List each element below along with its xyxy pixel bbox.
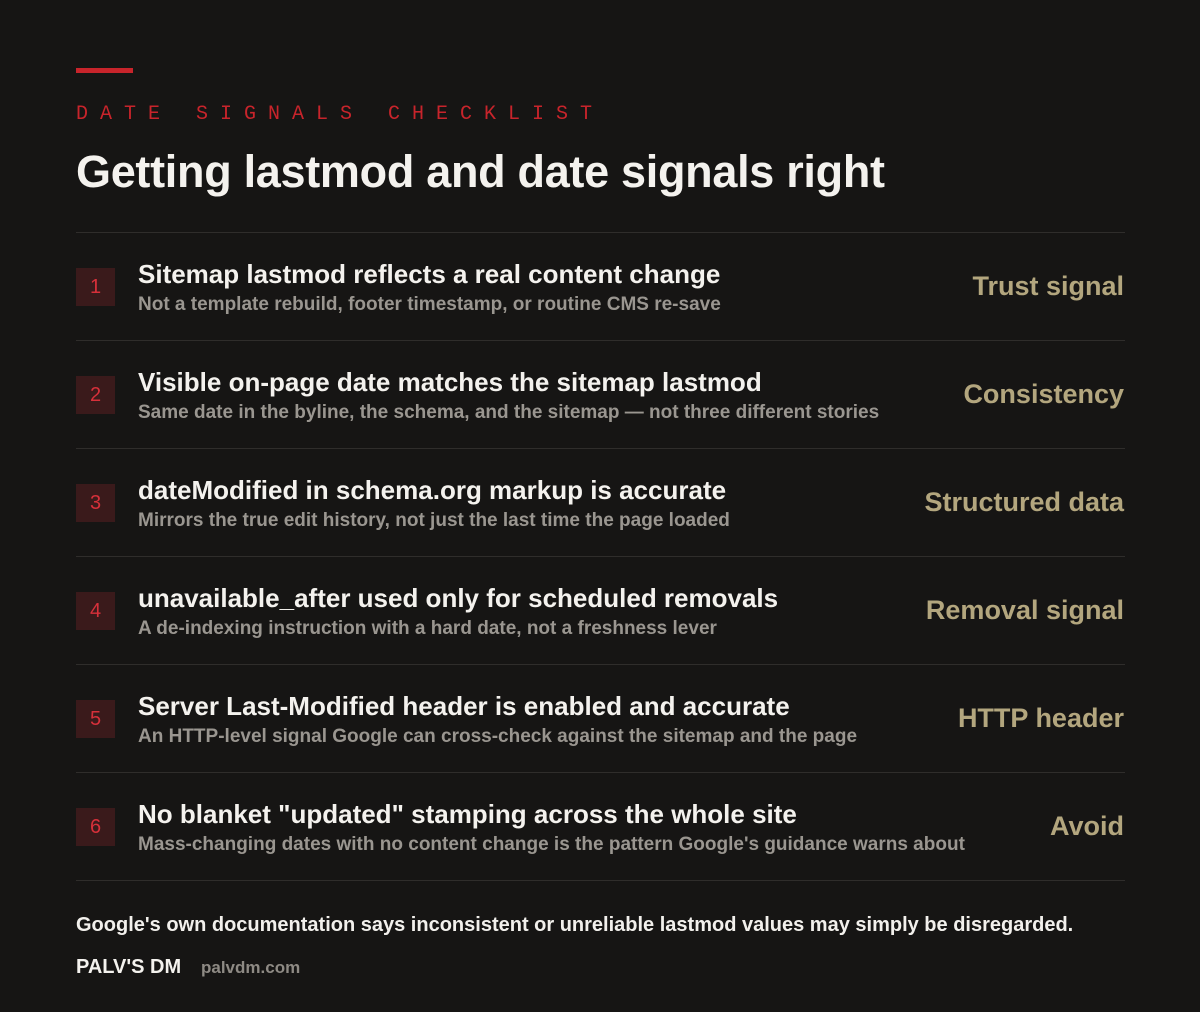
item-title: unavailable_after used only for scheduled removals (138, 583, 779, 613)
accent-bar (76, 68, 133, 73)
item-number-badge: 6 (76, 808, 115, 846)
item-description: Not a template rebuild, footer timestamp, or routine CMS re-save (138, 294, 721, 315)
item-description: A de-indexing instruction with a hard date, not a freshness lever (138, 618, 717, 639)
footnote: Google's own documentation says inconsistent or unreliable lastmod values may simply be disregarded. (76, 914, 1074, 936)
item-tag: Trust signal (972, 271, 1124, 301)
item-title: dateModified in schema.org markup is accurate (138, 475, 727, 505)
item-number-badge: 4 (76, 592, 115, 630)
site-url: palvdm.com (201, 958, 301, 977)
item-title: Sitemap lastmod reflects a real content change (138, 259, 721, 289)
eyebrow-label: DATE SIGNALS CHECKLIST (76, 103, 605, 126)
item-number-badge: 1 (76, 268, 115, 306)
checklist-item (76, 557, 1125, 665)
item-tag: Removal signal (925, 595, 1124, 625)
item-tag: HTTP header (957, 703, 1124, 733)
item-description: Same date in the byline, the schema, and the sitemap — not three different stories (138, 402, 880, 423)
item-title: Visible on-page date matches the sitemap lastmod (138, 367, 762, 397)
item-tag: Avoid (1050, 811, 1124, 841)
item-number-badge: 5 (76, 700, 115, 738)
item-description: Mass-changing dates with no content change is the pattern Google's guidance warns about (138, 834, 965, 855)
checklist-item (76, 665, 1125, 773)
brand-name: PALV'S DM (76, 956, 182, 978)
item-number-badge: 3 (76, 484, 115, 522)
item-tag: Structured data (924, 487, 1124, 517)
checklist-item (76, 773, 1125, 881)
item-number-badge: 2 (76, 376, 115, 414)
item-description: An HTTP-level signal Google can cross-check against the sitemap and the page (138, 726, 858, 747)
checklist-item (76, 233, 1125, 341)
page-title: Getting lastmod and date signals right (76, 146, 885, 197)
checklist-item (76, 449, 1125, 557)
item-description: Mirrors the true edit history, not just the last time the page loaded (138, 510, 730, 531)
checklist (76, 232, 1125, 881)
checklist-item (76, 341, 1125, 449)
item-title: No blanket "updated" stamping across the whole site (138, 799, 797, 829)
item-title: Server Last-Modified header is enabled and accurate (138, 691, 790, 721)
item-tag: Consistency (963, 379, 1124, 409)
